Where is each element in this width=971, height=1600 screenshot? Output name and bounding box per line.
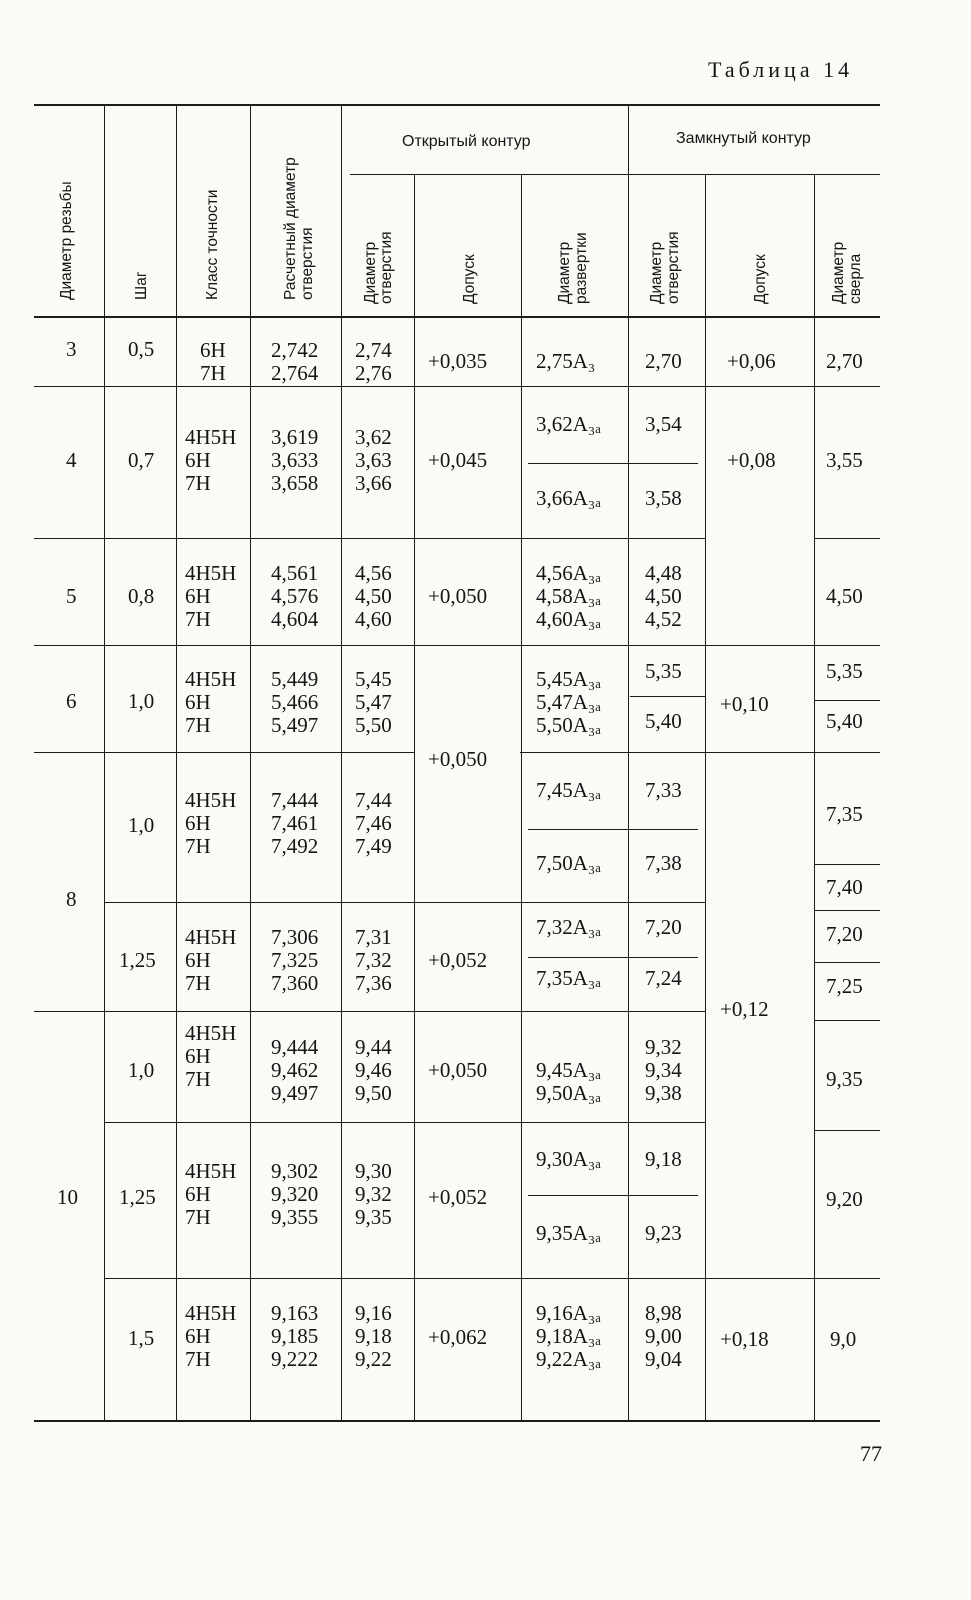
cell-drill: 7,20 <box>826 922 863 946</box>
cell-calc: 9,163 9,185 9,222 <box>271 1301 319 1371</box>
header-thread-diameter: Диаметр резьбы <box>58 181 75 300</box>
cell-pitch: 1,25 <box>119 1185 156 1209</box>
row-rule-6b <box>520 752 880 753</box>
cell-closed-tolerance: +0,10 <box>720 692 769 716</box>
cell-pitch: 0,5 <box>128 337 155 361</box>
cell-pitch: 1,0 <box>128 813 155 837</box>
col-rule-9 <box>814 174 815 1420</box>
cell-drill: 7,40 <box>826 875 863 899</box>
cell-reamer: 7,32A₃ₐ <box>536 915 601 939</box>
header-open-hole-1: Диаметр <box>362 241 379 304</box>
cell-closed-hole: 7,20 <box>645 915 682 939</box>
cell-drill: 9,0 <box>830 1327 857 1351</box>
cell-drill: 5,40 <box>826 709 863 733</box>
cell-pitch: 1,0 <box>128 689 155 713</box>
header-open-hole-2: отверстия <box>378 231 395 304</box>
cell-open-tolerance: +0,052 <box>428 1185 488 1209</box>
header-closed-hole-2: отверстия <box>665 231 682 304</box>
row-rule-8a-drill <box>815 864 880 865</box>
header-pitch: Шаг <box>133 271 150 300</box>
row-rule-4-sub <box>528 463 698 464</box>
cell-drill: 7,25 <box>826 974 863 998</box>
header-closed-hole-1: Диаметр <box>648 241 665 304</box>
cell-drill: 9,35 <box>826 1067 863 1091</box>
cell-pitch: 1,5 <box>128 1326 155 1350</box>
cell-closed-hole: 7,24 <box>645 966 682 990</box>
row-rule-8a <box>105 902 705 903</box>
cell-closed-hole: 2,70 <box>645 349 682 373</box>
cell-class: 6H 7H <box>200 338 226 385</box>
cell-closed-hole: 5,40 <box>645 709 682 733</box>
cell-diameter-6: 6 <box>66 689 77 713</box>
cell-reamer: 9,30A₃ₐ <box>536 1147 601 1171</box>
cell-drill: 4,50 <box>826 584 863 608</box>
row-rule-8a-drill2 <box>815 910 880 911</box>
col-rule-8 <box>705 174 706 1420</box>
row-rule-8b-drill <box>815 962 880 963</box>
header-accuracy-class: Класс точности <box>204 189 221 300</box>
row-rule-6 <box>34 752 414 753</box>
cell-pitch: 1,0 <box>128 1058 155 1082</box>
header-drill-1: Диаметр <box>830 241 847 304</box>
cell-calc: 9,444 9,462 9,497 <box>271 1035 319 1105</box>
cell-open-tolerance: +0,050 <box>428 747 488 771</box>
cell-open-tolerance: +0,050 <box>428 584 488 608</box>
cell-closed-hole: 9,32 9,34 9,38 <box>645 1035 682 1105</box>
cell-open-hole: 3,62 3,63 3,66 <box>355 425 392 495</box>
cell-open-hole: 9,16 9,18 9,22 <box>355 1301 392 1371</box>
cell-reamer: 4,56A₃ₐ 4,58A₃ₐ 4,60A₃ₐ <box>536 561 601 631</box>
cell-calc: 7,306 7,325 7,360 <box>271 925 319 995</box>
cell-drill: 5,35 <box>826 659 863 683</box>
cell-calc: 7,444 7,461 7,492 <box>271 788 319 858</box>
cell-class: 4H5H 6H 7H <box>185 667 237 737</box>
col-rule-4 <box>341 104 342 1420</box>
cell-closed-hole: 3,58 <box>645 486 682 510</box>
cell-drill: 2,70 <box>826 349 863 373</box>
cell-diameter-3: 3 <box>66 337 77 361</box>
col-rule-2 <box>176 104 177 1420</box>
table-top-rule <box>34 104 880 106</box>
header-reamer-1: Диаметр <box>556 241 573 304</box>
header-closed-tolerance: Допуск <box>752 254 769 304</box>
row-rule-6-hole-sub <box>630 696 706 697</box>
cell-class: 4H5H 6H 7H <box>185 1159 237 1229</box>
header-open-contour: Открытый контур <box>402 133 531 150</box>
row-rule-3 <box>34 386 880 387</box>
row-rule-6-drill-sub <box>815 700 880 701</box>
cell-drill: 3,55 <box>826 448 863 472</box>
cell-reamer: 2,75A₃ <box>536 349 596 373</box>
cell-drill: 7,35 <box>826 802 863 826</box>
cell-closed-hole: 7,33 <box>645 778 682 802</box>
cell-diameter-4: 4 <box>66 448 77 472</box>
col-rule-1 <box>104 104 105 1420</box>
cell-calc: 4,561 4,576 4,604 <box>271 561 319 631</box>
cell-closed-tolerance: +0,18 <box>720 1327 769 1351</box>
cell-class: 4H5H 6H 7H <box>185 788 237 858</box>
header-open-tolerance: Допуск <box>461 254 478 304</box>
cell-drill: 9,20 <box>826 1187 863 1211</box>
header-bottom-rule <box>34 316 880 318</box>
cell-closed-hole: 4,48 4,50 4,52 <box>645 561 682 631</box>
header-reamer-2: развертки <box>573 232 590 304</box>
cell-open-hole: 5,45 5,47 5,50 <box>355 667 392 737</box>
cell-pitch: 1,25 <box>119 948 156 972</box>
cell-closed-hole: 9,23 <box>645 1221 682 1245</box>
row-rule-10a <box>105 1122 705 1123</box>
row-rule-8-drill <box>815 1020 880 1021</box>
cell-reamer: 9,35A₃ₐ <box>536 1221 601 1245</box>
table-title: Таблица 14 <box>708 57 854 82</box>
cell-open-tolerance: +0,035 <box>428 349 488 373</box>
cell-calc: 9,302 9,320 9,355 <box>271 1159 319 1229</box>
row-rule-5 <box>34 645 880 646</box>
page-number: 77 <box>860 1441 882 1466</box>
cell-open-hole: 9,30 9,32 9,35 <box>355 1159 392 1229</box>
cell-calc: 3,619 3,633 3,658 <box>271 425 319 495</box>
cell-open-tolerance: +0,050 <box>428 1058 488 1082</box>
cell-reamer: 5,45A₃ₐ 5,47A₃ₐ 5,50A₃ₐ <box>536 667 601 737</box>
cell-class: 4H5H 6H 7H <box>185 1301 237 1371</box>
table-bottom-rule <box>34 1420 880 1422</box>
header-closed-contour: Замкнутый контур <box>676 130 811 147</box>
cell-closed-hole: 3,54 <box>645 412 682 436</box>
cell-open-hole: 2,74 2,76 <box>355 338 392 385</box>
header-calc-diameter-1: Расчетный диаметр <box>282 157 299 300</box>
cell-reamer: 7,50A₃ₐ <box>536 851 601 875</box>
cell-closed-hole: 9,18 <box>645 1147 682 1171</box>
cell-open-hole: 4,56 4,50 4,60 <box>355 561 392 631</box>
header-calc-diameter-2: отверстия <box>299 227 316 300</box>
cell-open-tolerance: +0,045 <box>428 448 488 472</box>
row-rule-8a-sub <box>528 829 698 830</box>
cell-class: 4H5H 6H 7H <box>185 1021 237 1091</box>
cell-reamer: 7,35A₃ₐ <box>536 966 601 990</box>
cell-closed-tolerance: +0,06 <box>727 349 776 373</box>
group-header-rule <box>350 174 880 175</box>
cell-pitch: 0,7 <box>128 448 155 472</box>
row-rule-10b-sub <box>528 1195 698 1196</box>
cell-class: 4H5H 6H 7H <box>185 925 237 995</box>
cell-open-tolerance: +0,062 <box>428 1325 488 1349</box>
cell-calc: 2,742 2,764 <box>271 338 319 385</box>
cell-calc: 5,449 5,466 5,497 <box>271 667 319 737</box>
cell-reamer: 9,16A₃ₐ 9,18A₃ₐ 9,22A₃ₐ <box>536 1301 601 1371</box>
cell-diameter-10: 10 <box>57 1185 78 1209</box>
row-rule-4-drill <box>815 538 880 539</box>
row-rule-10a-drill <box>815 1130 880 1131</box>
cell-reamer: 7,45A₃ₐ <box>536 778 601 802</box>
cell-class: 4H5H 6H 7H <box>185 561 237 631</box>
row-rule-4 <box>34 538 706 539</box>
cell-closed-tolerance: +0,12 <box>720 997 769 1021</box>
col-rule-3 <box>250 104 251 1420</box>
row-rule-8 <box>34 1011 706 1012</box>
cell-open-hole: 7,44 7,46 7,49 <box>355 788 392 858</box>
cell-closed-tolerance: +0,08 <box>727 448 776 472</box>
cell-reamer: 3,66A₃ₐ <box>536 486 601 510</box>
cell-diameter-8: 8 <box>66 887 77 911</box>
cell-class: 4H5H 6H 7H <box>185 425 237 495</box>
cell-reamer: 3,62A₃ₐ <box>536 412 601 436</box>
header-drill-2: сверла <box>847 253 864 304</box>
cell-closed-hole: 8,98 9,00 9,04 <box>645 1301 682 1371</box>
cell-open-tolerance: +0,052 <box>428 948 488 972</box>
cell-pitch: 0,8 <box>128 584 155 608</box>
cell-closed-hole: 7,38 <box>645 851 682 875</box>
col-rule-5 <box>414 174 415 1420</box>
cell-open-hole: 9,44 9,46 9,50 <box>355 1035 392 1105</box>
col-rule-7 <box>628 104 629 1420</box>
cell-closed-hole: 5,35 <box>645 659 682 683</box>
cell-open-hole: 7,31 7,32 7,36 <box>355 925 392 995</box>
row-rule-10b <box>105 1278 880 1279</box>
col-rule-6 <box>521 174 522 1420</box>
row-rule-8b-sub <box>528 957 698 958</box>
cell-diameter-5: 5 <box>66 584 77 608</box>
cell-reamer: 9,45A₃ₐ 9,50A₃ₐ <box>536 1058 601 1105</box>
